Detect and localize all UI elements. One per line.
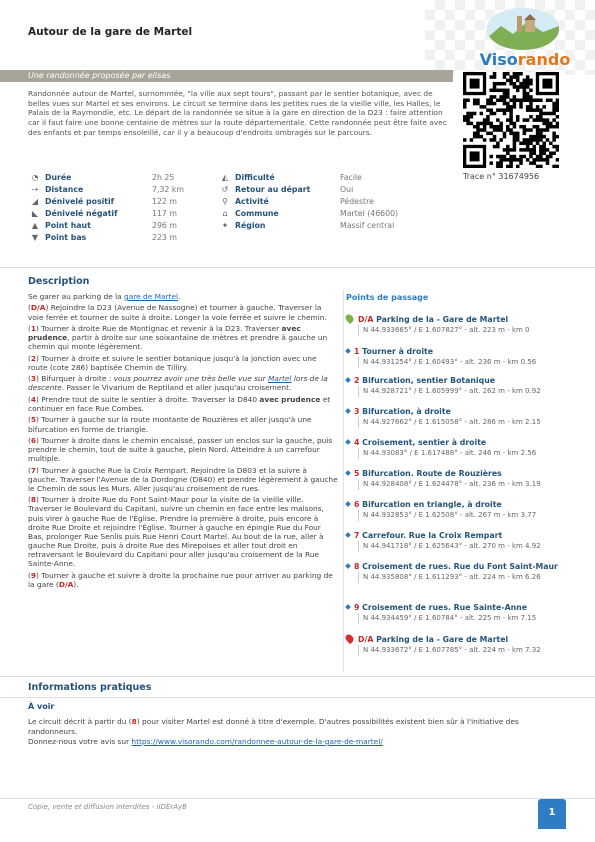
step-text: Tourner à gauche sur la route montante de Rouzières et aller jusqu'à une bifurcation en forme de triangle. [28, 415, 312, 434]
step-text: Tourner à gauche Rue la Croix Rempart. Rejoindre la D803 et la suivre à gauche. Traverser l'Avenue de la Dordogne (D840) et prendre légèrement à gauche le Chemin de sous les Murs. Aller jusqu'au croisement de rues. [28, 465, 338, 493]
divider [0, 798, 595, 799]
fact-value: 117 m [152, 209, 177, 218]
fact-label: Point haut [45, 221, 91, 230]
fact-row [220, 196, 374, 208]
step-number: (9) [28, 570, 42, 580]
waypoint-marker-icon [345, 377, 351, 383]
waypoint-coordinates: N 44.93083° / E 1.617488° - alt. 246 m - km 2.56 [358, 448, 576, 459]
low-point-icon: ▼ [31, 233, 39, 242]
fact-label: Activité [235, 197, 269, 206]
waypoint-name: Croisement de rues. Rue Sainte-Anne [362, 603, 527, 612]
return-icon: ↺ [221, 185, 229, 194]
description-step [28, 354, 338, 372]
column-divider [343, 290, 344, 672]
fact-row [30, 208, 177, 220]
waypoint [346, 469, 576, 490]
fact-row [220, 172, 362, 184]
step-number: (D/A) [28, 303, 51, 313]
waypoint-name: Croisement de rues. Rue du Font Saint-Maur [362, 562, 558, 571]
visorando-logo [465, 8, 585, 70]
fact-label: Région [235, 221, 266, 230]
fact-value: 122 m [152, 197, 177, 206]
fact-label: Point bas [45, 233, 87, 242]
waypoint [346, 634, 576, 656]
waypoint-marker-icon [345, 563, 351, 569]
qr-code [463, 72, 559, 168]
waypoint [346, 603, 576, 624]
page-title: Autour de la gare de Martel [28, 26, 193, 38]
waypoint-marker-icon [345, 501, 351, 507]
waypoint-name: Bifurcation, à droite [362, 407, 451, 416]
step-text: Rejoindre la D23 (Avenue de Nassogne) et tourner à gauche. Traverser la voie ferrée et tourner de suite à droite. Longer la voie ferrée et suivre le chemin. [28, 303, 327, 322]
waypoint-marker-icon [345, 532, 351, 538]
waypoint-marker-icon [345, 604, 351, 610]
trace-number: Trace n° 31674956 [463, 172, 540, 181]
fact-row [220, 208, 399, 220]
description-step [28, 303, 338, 321]
fact-label: Retour au départ [235, 185, 311, 194]
waypoint-number: 7 [354, 531, 363, 540]
divider [0, 676, 595, 677]
step-number: (4) [28, 394, 42, 404]
fact-label: Durée [45, 173, 72, 182]
waypoint [346, 376, 576, 397]
description-step [28, 495, 338, 568]
waypoint-number: 3 [354, 407, 363, 416]
waypoint-coordinates: N 44.933672° / E 1.607785° - alt. 224 m - km 7.32 [358, 645, 576, 656]
step-text: Tourner à gauche et suivre à droite la prochaine rue pour arriver au parking de la gare (D/A). [28, 570, 333, 589]
waypoint-marker-icon [345, 470, 351, 476]
waypoint-number: D/A [358, 315, 377, 324]
waypoint-coordinates: N 44.928408° / E 1.624478° - alt. 236 m - km 3.19 [358, 479, 576, 490]
fact-row [30, 184, 184, 196]
waypoint-number: D/A [358, 635, 377, 644]
step-number: (6) [28, 436, 42, 446]
waypoint [346, 347, 576, 368]
waypoint-name: Carrefour. Rue la Croix Rempart [362, 531, 503, 540]
waypoint-coordinates: N 44.941718° / E 1.625643° - alt. 270 m - km 4.92 [358, 541, 576, 552]
elevation-up-icon: ◢ [31, 197, 39, 206]
waypoint [346, 500, 576, 521]
description-step [28, 436, 338, 463]
waypoint [346, 531, 576, 552]
fact-label: Dénivelé négatif [45, 209, 118, 218]
logo-landscape-icon [487, 8, 559, 50]
step-text: Tourner à droite dans le chemin encaissé, passer un enclos sur la gauche, puis prendre le chemin, tout de suite à gauche, plein Nord. Atteindre à un carrefour multiple. [28, 436, 333, 464]
fact-label: Distance [45, 185, 84, 194]
step-text: Bifurquer à droite : vous pourrez avoir une très belle vue sur Martel lors de la descente. Passer le Vivarium de Reptiland et aller jusqu'au croisement. [28, 374, 328, 393]
voir-text: Le circuit décrit à partir du (8) pour visiter Martel est donné à titre d'exemple. D'autres possibilités existent bien sûr à l'initiative des randonneurs. Donnez-nous votre avis sur https://www.visorando.com/randonnee-autour-de-la-gare-de-martel/ [28, 717, 519, 746]
waypoint-coordinates: N 44.927662° / E 1.615058° - alt. 286 m - km 2.15 [358, 417, 576, 428]
elevation-down-icon: ◣ [31, 209, 39, 218]
waypoint-name: Croisement, sentier à droite [362, 438, 487, 447]
waypoint-number: 9 [354, 603, 363, 612]
fact-row [30, 232, 177, 244]
fact-row [30, 172, 175, 184]
footer-text: Copie, vente et diffusion interdites - iIDErAyB [28, 803, 187, 811]
voir-heading: À voir [28, 702, 55, 711]
waypoint-number: 6 [354, 500, 363, 509]
map-pin-icon [344, 313, 355, 324]
fact-row [30, 196, 177, 208]
waypoint-coordinates: N 44.935808° / E 1.611293° - alt. 224 m - km 6.26 [358, 572, 576, 583]
step-number: (1) [28, 324, 42, 334]
step-text: Prendre tout de suite le sentier à droite. Traverser la D840 avec prudence et continuer en face Rue Combes. [28, 394, 331, 413]
step-number: (5) [28, 415, 42, 425]
step-number: (7) [28, 465, 42, 475]
step-text: Tourner à droite et suivre le sentier botanique jusqu'à la jonction avec une route (cote 286) baptisée Chemin de Tilliry. [28, 353, 317, 372]
waypoint [346, 314, 576, 336]
waypoint-coordinates: N 44.928721° / E 1.605999° - alt. 262 m - km 0.92 [358, 386, 576, 397]
fact-value: Pédestre [340, 197, 374, 206]
waypoint-number: 5 [354, 469, 363, 478]
logo-wordmark: Visorando [479, 50, 571, 69]
fact-value: Oui [340, 185, 354, 194]
description-step [28, 415, 338, 433]
step-number: (8) [28, 495, 42, 505]
waypoint [346, 562, 576, 583]
step-text: Tourner à droite Rue de Montignac et revenir à la D23. Traverser avec prudence, partir à droite sur une soixantaine de mètres et prendre à gauche un chemin qui monte légèrement. [28, 324, 328, 352]
step-number: (2) [28, 353, 42, 363]
high-point-icon: ▲ [31, 221, 39, 230]
page-number: 1 [538, 799, 566, 829]
fact-row [30, 220, 177, 232]
waypoint-marker-icon [345, 348, 351, 354]
fact-value: Massif central [340, 221, 395, 230]
waypoint-number: 1 [354, 347, 363, 356]
waypoint-marker-icon [345, 439, 351, 445]
info-heading: Informations pratiques [28, 682, 152, 693]
description-step [28, 324, 338, 351]
divider [0, 697, 595, 698]
waypoint-name: Bifurcation. Route de Rouzières [362, 469, 502, 478]
author-text: Une randonnée proposée par elisas [28, 71, 171, 80]
description-step [28, 466, 338, 493]
gare-link[interactable]: gare de Martel [124, 292, 179, 301]
visorando-link[interactable]: https://www.visorando.com/randonnee-autour-de-la-gare-de-martel/ [131, 737, 383, 746]
step-number: (3) [28, 374, 42, 384]
fact-value: Martel (46600) [340, 209, 399, 218]
activity-icon: ⚲ [222, 197, 228, 206]
intro-paragraph: Randonnée autour de Martel, surnommée, "la ville aux sept tours", passant par le sentier botanique, avec de belles vues sur Martel et ses environs. Le circuit se termine dans les petites rues de la vieille ville, les Halles, le Palais de la Raymondie, etc. Le départ de la randonnée se situe à la gare en direction de la D23 : faire attention car il faut faire une bonne centaine de mètres sur la route départementale. Cette randonnée peut être faite avec des enfants et par temps ensoleillé, car il y a beaucoup d'endroits ombragés sur le parcours. [28, 89, 447, 137]
description-step [28, 374, 338, 392]
description-step [28, 395, 338, 413]
fact-label: Difficulté [235, 173, 275, 182]
waypoint-name: Bifurcation en triangle, à droite [362, 500, 502, 509]
fact-value: 2h 25 [152, 173, 175, 182]
distance-icon: ⇢ [31, 185, 39, 194]
region-icon: ✦ [221, 221, 229, 230]
waypoint-number: 4 [354, 438, 363, 447]
clock-icon: ◔ [31, 173, 39, 182]
step-text: Tourner à droite Rue du Font Saint-Maur pour la visite de la vieille ville. Traverser le Boulevard du Capitani, suivre un chemin en face entre les maisons, puis virer à gauche Rue de l'Église. Prendre la première à droite, puis encore à droite Rue Droite et rejoindre l'Église. Tourner à gauche en épingle Rue du Four Bas, prolonger Rue Senlis puis Rue Henri Court Martel. Au bout de la rue, aller à gauche Rue Droite, puis à droite Rue des Mirepoises et aller tout droit en retraversant le Boulevard du Capitani pour aller jusqu'au croisement de la Rue Sainte-Anne. [28, 495, 324, 569]
waypoint-marker-icon [345, 408, 351, 414]
description-heading: Description [28, 276, 90, 287]
waypoint-coordinates: N 44.934459° / E 1.60784° - alt. 225 m - km 7.15 [358, 613, 576, 624]
fact-row [220, 220, 395, 232]
waypoint-coordinates: N 44.931254° / E 1.60493° - alt. 236 m - km 0.56 [358, 357, 576, 368]
martel-link[interactable]: Martel [268, 374, 292, 384]
waypoint-number: 8 [354, 562, 363, 571]
waypoint-name: Bifurcation, sentier Botanique [362, 376, 496, 385]
waypoint-name: Parking de la - Gare de Martel [376, 635, 509, 644]
difficulty-icon: ◭ [221, 173, 229, 182]
description-intro: Se garer au parking de la gare de Martel. [28, 292, 181, 301]
waypoint-coordinates: N 44.933665° / E 1.607827° - alt. 223 m - km 0 [358, 325, 576, 336]
description-body [28, 292, 338, 591]
fact-row [220, 184, 354, 196]
map-pin-icon [344, 633, 355, 644]
fact-label: Dénivelé positif [45, 197, 115, 206]
fact-label: Commune [235, 209, 279, 218]
fact-value: Facile [340, 173, 362, 182]
waypoint [346, 407, 576, 428]
waypoint-name: Parking de la - Gare de Martel [376, 315, 509, 324]
waypoint-name: Tourner à droite [362, 347, 434, 356]
fact-value: 223 m [152, 233, 177, 242]
waypoint-coordinates: N 44.932853° / E 1.62508° - alt. 267 m - km 3.77 [358, 510, 576, 521]
fact-value: 7,32 km [152, 185, 184, 194]
divider [0, 267, 595, 268]
waypoints-heading: Points de passage [346, 293, 429, 302]
author-banner [0, 70, 453, 82]
description-step [28, 571, 338, 589]
waypoint-number: 2 [354, 376, 363, 385]
fact-value: 296 m [152, 221, 177, 230]
waypoint [346, 438, 576, 459]
town-hall-icon: ⌂ [222, 209, 228, 218]
